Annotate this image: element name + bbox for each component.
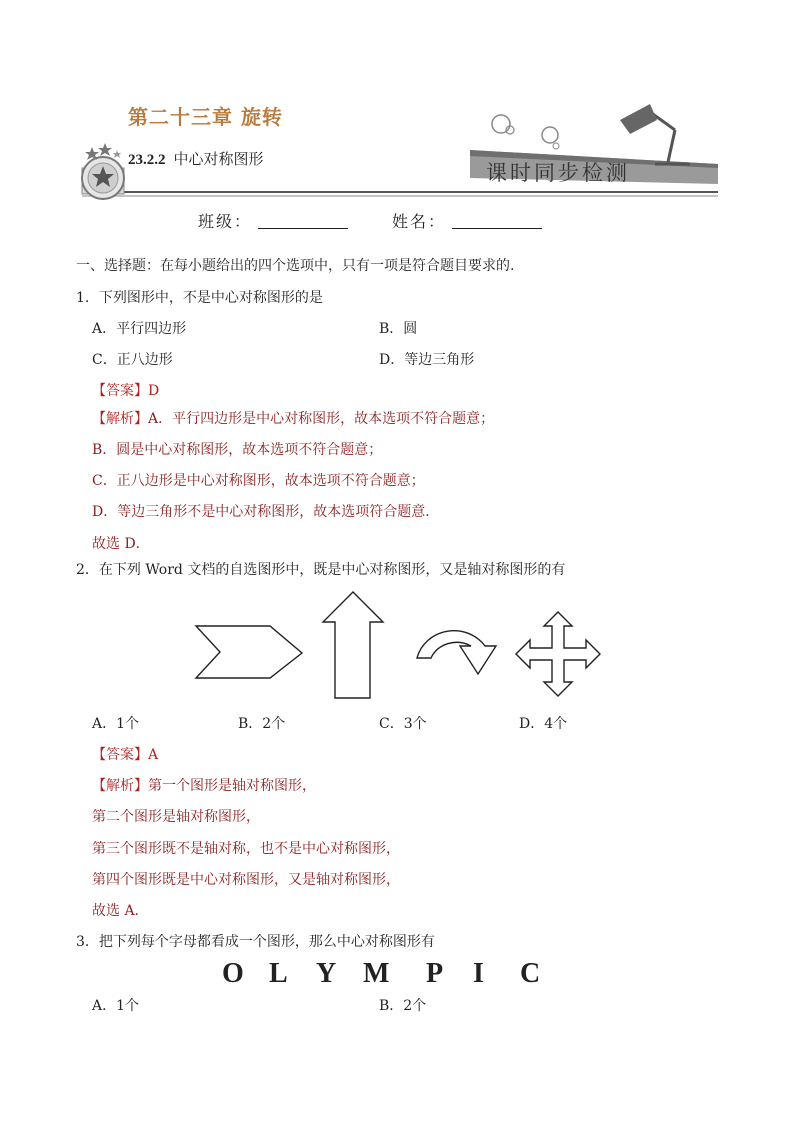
letter-m: M [363, 958, 390, 989]
q3-letters [222, 958, 567, 990]
q3-option-a: A．1个 [92, 998, 140, 1014]
q2-option-c: C．3个 [379, 716, 427, 732]
q1-analysis-label: 【解析】 [92, 411, 148, 427]
q2-analysis-2: 第二个图形是轴对称图形， [92, 809, 260, 825]
q1-analysis-4: D．等边三角形不是中心对称图形，故本选项符合题意． [92, 504, 440, 520]
letter-c: C [520, 958, 541, 989]
q2-answer [92, 745, 158, 765]
q1-option-c: C．正八边形 [92, 352, 173, 368]
chevron-shape [196, 626, 302, 678]
letter-o: O [222, 958, 244, 989]
q2-option-d: D．4个 [519, 716, 568, 732]
name-blank[interactable] [452, 212, 542, 229]
letter-i: I [473, 958, 484, 989]
name-label: 姓名： [392, 212, 447, 231]
q2-analysis-4: 第四个图形既是中心对称图形，又是轴对称图形， [92, 872, 400, 888]
bubble-icon [492, 115, 510, 133]
q1-analysis-2: B．圆是中心对称图形，故本选项不符合题意； [92, 442, 383, 458]
q1-conclusion: 故选 D． [92, 536, 150, 552]
q2-answer-value: A [148, 747, 159, 763]
letter-p: P [426, 958, 444, 989]
section-title [128, 148, 264, 169]
star-badge-icon [82, 143, 124, 199]
class-blank[interactable] [258, 212, 348, 229]
section-name: 中心对称图形 [173, 150, 264, 168]
q1-stem: 1．下列图形中，不是中心对称图形的是 [76, 290, 323, 306]
class-field [198, 209, 348, 232]
curved-arrow-shape [417, 631, 496, 674]
instruction: 一、选择题：在每小题给出的四个选项中，只有一项是符合题目要求的. [76, 258, 515, 274]
q2-analysis-3: 第三个图形既不是轴对称，也不是中心对称图形， [92, 841, 400, 857]
q2-figures [180, 588, 610, 703]
header-decoration [0, 0, 794, 200]
q2-stem: 2．在下列 Word 文档的自选图形中，既是中心对称图形，又是轴对称图形的有 [76, 562, 566, 578]
q2-option-b: B．2个 [238, 716, 286, 732]
section-number: 23.2.2 [128, 152, 166, 168]
q1-analysis-3: C．正八边形是中心对称图形，故本选项不符合题意； [92, 473, 425, 489]
q3-option-b: B．2个 [379, 998, 427, 1014]
q1-option-d: D．等边三角形 [379, 352, 475, 368]
badge-text: 课时同步检测 [486, 161, 630, 185]
q1-answer-label: 【答案】 [92, 383, 148, 399]
q3-stem: 3．把下列每个字母都看成一个图形，那么中心对称图形有 [76, 934, 435, 950]
q1-answer-value: D [148, 383, 160, 399]
name-field [392, 209, 542, 232]
q1-answer [92, 381, 159, 401]
letter-l: L [269, 958, 288, 989]
q1-analysis-1: 【解析】A．平行四边形是中心对称图形，故本选项不符合题意； [92, 411, 495, 427]
q1-option-a: A．平行四边形 [92, 321, 187, 337]
q2-conclusion: 故选 A． [92, 903, 149, 919]
q2-analysis-label: 【解析】 [92, 778, 148, 794]
class-label: 班级： [198, 212, 253, 231]
four-way-arrow-shape [516, 612, 600, 696]
up-arrow-shape [323, 592, 383, 698]
q2-analysis-1: 【解析】第一个图形是轴对称图形， [92, 778, 316, 794]
letter-y: Y [316, 958, 337, 989]
chapter-title: 第二十三章 旋转 [128, 105, 283, 129]
q2-answer-label: 【答案】 [92, 747, 148, 763]
q1-option-b: B．圆 [379, 321, 418, 337]
q2-option-a: A．1个 [92, 716, 140, 732]
